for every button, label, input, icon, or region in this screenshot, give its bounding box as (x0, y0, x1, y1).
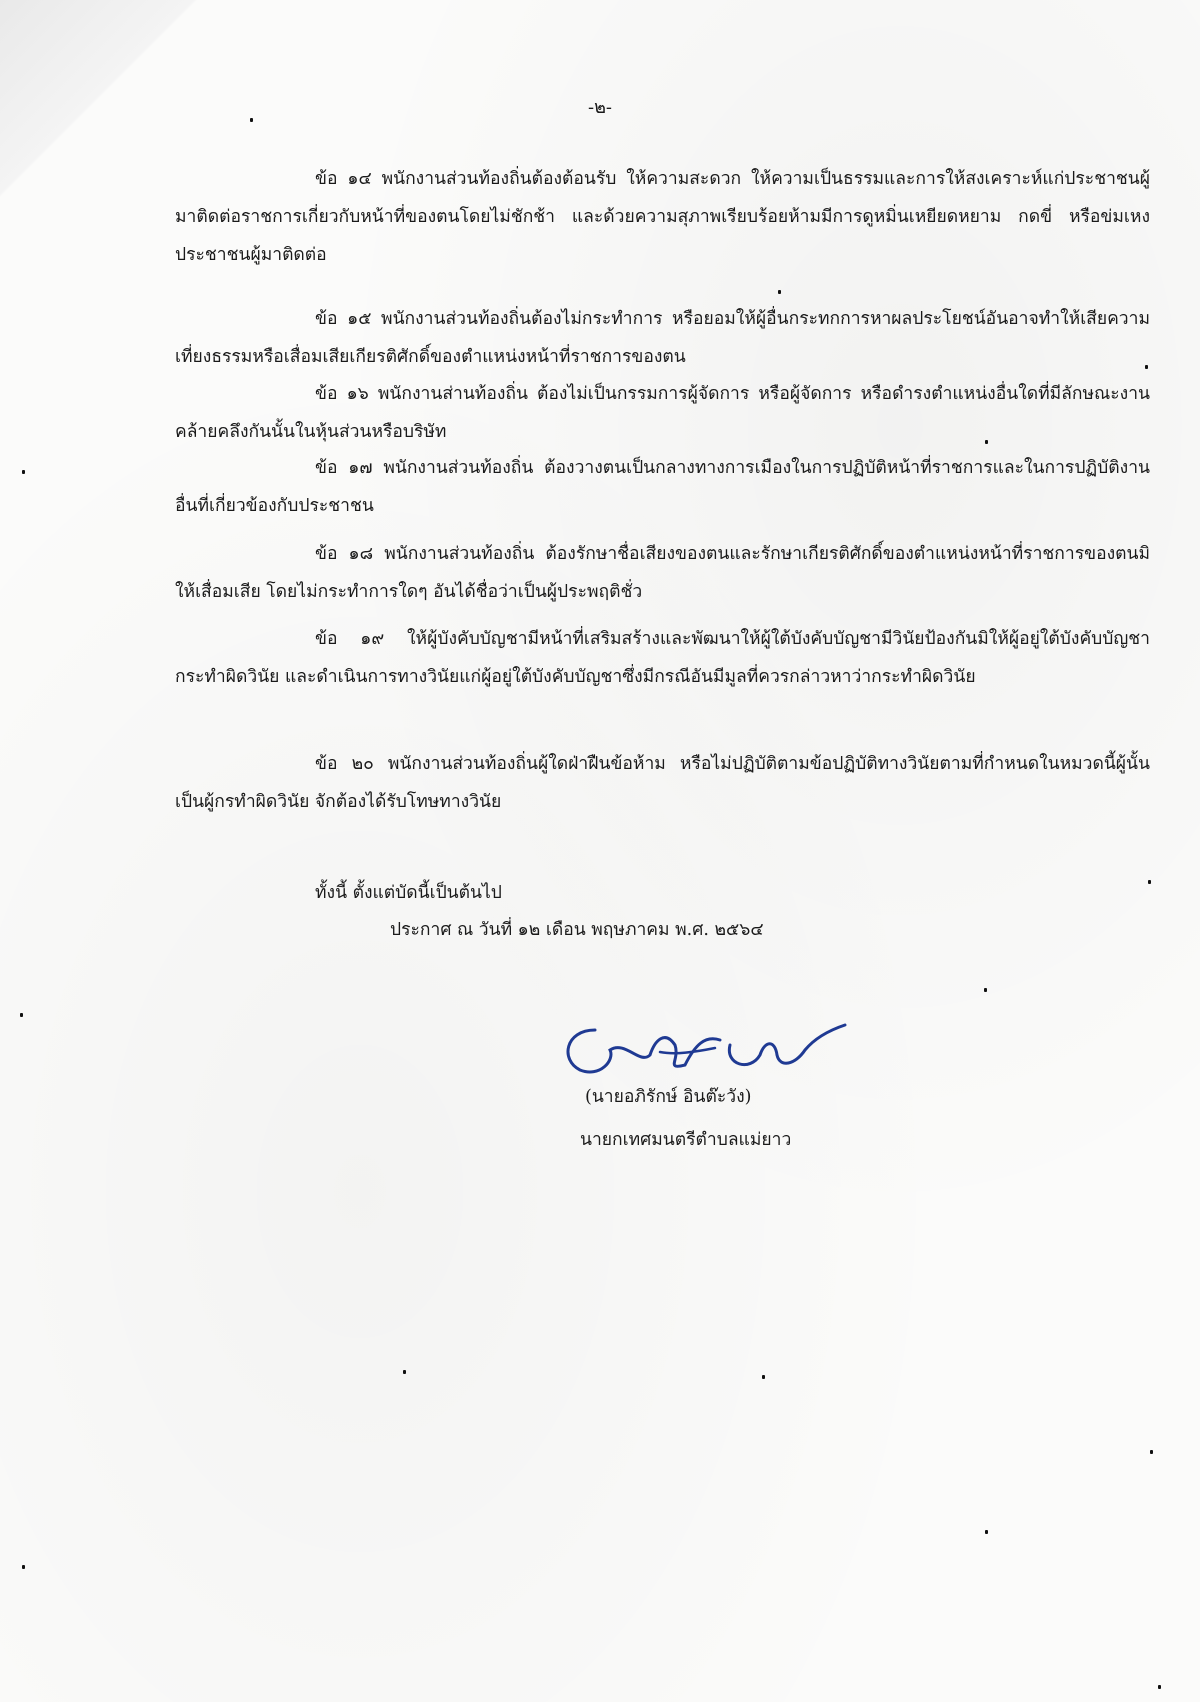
scan-speck (22, 1565, 25, 1569)
scan-speck (403, 1370, 406, 1374)
clause-15: ข้อ ๑๕ พนักงานส่วนท้องถิ่นต้องไม่กระทำการ หรือยอมให้ผู้อื่นกระทกการหาผลประโยชน์อันอาจทำให้เสียความเที่ยงธรรมหรือเสื่อมเสียเกียรติศักดิ์ของตำแหน่งหน้าที่ราชการของตน (175, 309, 1150, 367)
scan-speck (22, 470, 25, 474)
scan-speck (1145, 365, 1148, 369)
scan-speck (20, 1013, 23, 1017)
scan-speck (985, 440, 988, 444)
scan-speck (762, 1375, 765, 1379)
handwritten-signature (555, 1010, 855, 1090)
scan-speck (1158, 1685, 1161, 1689)
clause-18: ข้อ ๑๘ พนักงานส่วนท้องถิ่น ต้องรักษาชื่อเสียงของตนและรักษาเกียรติศักดิ์ของตำแหน่งหน้าที่ราชการของตนมิให้เสื่อมเสีย โดยไม่กระทำการใดๆ อันได้ชื่อว่าเป็นผู้ประพฤติชั่ว (175, 544, 1150, 602)
scan-speck (985, 1530, 988, 1534)
scan-speck (250, 118, 253, 122)
page-number: -๒- (587, 97, 613, 118)
scan-speck (984, 988, 987, 992)
scan-speck (1150, 1450, 1153, 1454)
signer-position: นายกเทศมนตรีตำบลแม่ยาว (580, 1130, 792, 1150)
clause-16: ข้อ ๑๖ พนักงานส่านท้องถิ่น ต้องไม่เป็นกรรมการผู้จัดการ หรือผู้จัดการ หรือดำรงตำแหน่งอื่นใดที่มีลักษณะงานคล้ายคลึงกันนั้นในหุ้นส่วนหรือบริษัท (175, 384, 1150, 442)
scan-speck (1148, 880, 1151, 884)
clause-19: ข้อ ๑๙ ให้ผู้บังคับบัญชามีหน้าที่เสริมสร้างและพัฒนาให้ผู้ใต้บังคับบัญชามีวินัยป้องกันมิให้ผู้อยู่ใต้บังคับบัญชากระทำผิดวินัย และดำเนินการทางวินัยแก่ผู้อยู่ใต้บังคับบัญชาซึ่งมีกรณีอันมีมูลที่ควรกล่าวหาว่ากระทำผิดวินัย (175, 629, 1150, 687)
clause-14: ข้อ ๑๔ พนักงานส่วนท้องถิ่นต้องต้อนรับ ให้ความสะดวก ให้ความเป็นธรรมและการให้สงเคราะห์แก่ประชาชนผู้มาติดต่อราชการเกี่ยวกับหน้าที่ของตนโดยไม่ชักช้า และด้วยความสุภาพเรียบร้อยห้ามมีการดูหมิ่นเหยียดหยาม กดขี่ หรือข่มเหงประชาชนผู้มาติดต่อ (175, 169, 1150, 265)
clause-17: ข้อ ๑๗ พนักงานส่วนท้องถิ่น ต้องวางตนเป็นกลางทางการเมืองในการปฏิบัติหน้าที่ราชการและในการปฏิบัติงานอื่นที่เกี่ยวข้องกับประชาชน (175, 458, 1150, 516)
signer-name: (นายอภิรักษ์ อินต๊ะวัง) (585, 1087, 752, 1107)
clause-20: ข้อ ๒๐ พนักงานส่วนท้องถิ่นผู้ใดฝ่าฝืนข้อห้าม หรือไม่ปฏิบัติตามข้อปฏิบัติทางวินัยตามที่กำหนดในหมวดนี้ผู้นั้นเป็นผู้กรทำผิดวินัย จักต้องได้รับโทษทางวินัย (175, 754, 1150, 812)
announcement-date: ประกาศ ณ วันที่ ๑๒ เดือน พฤษภาคม พ.ศ. ๒๕๖๔ (390, 920, 764, 940)
scan-speck (778, 290, 781, 294)
effective-statement: ทั้งนี้ ตั้งแต่บัดนี้เป็นต้นไป (315, 883, 502, 903)
